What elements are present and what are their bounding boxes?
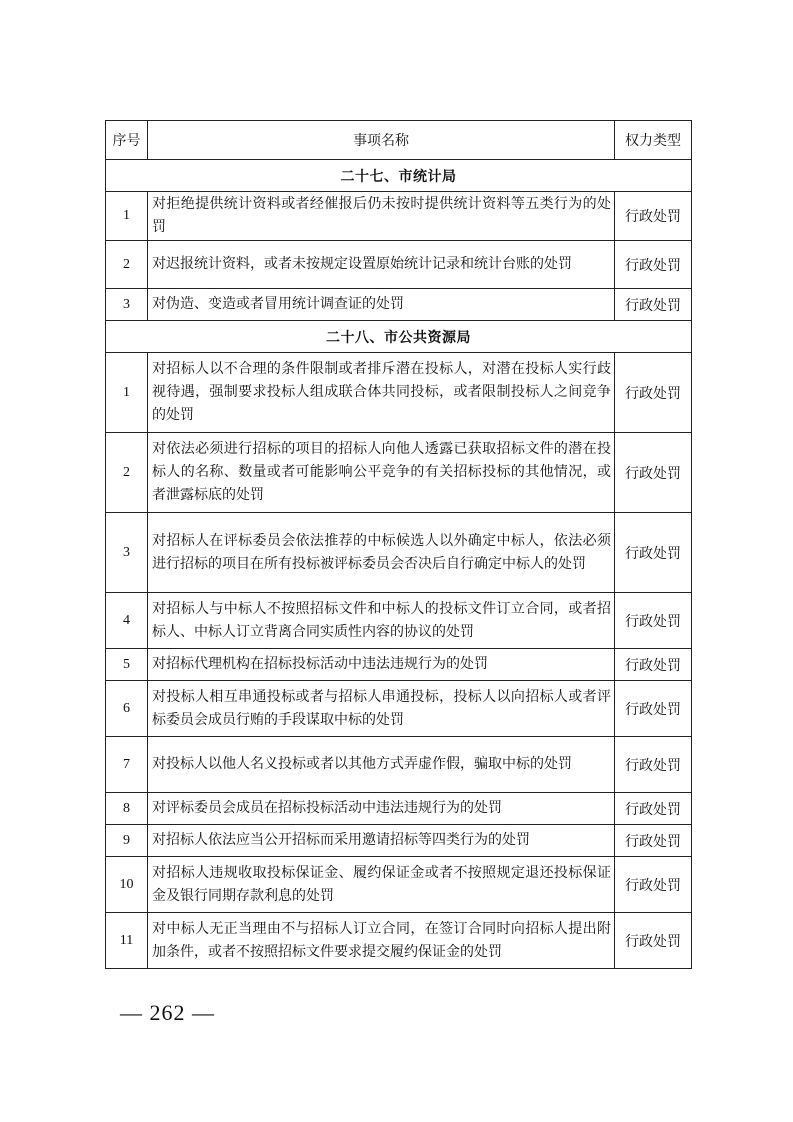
table-row <box>106 913 692 969</box>
row-item-name: 对中标人无正当理由不与招标人订立合同，在签订合同时向招标人提出附加条件，或者不按照招标文件要求提交履约保证金的处罚 <box>148 913 615 969</box>
table-row <box>106 857 692 913</box>
table-row <box>106 289 692 321</box>
row-power-type: 行政处罚 <box>615 913 692 969</box>
table-row <box>106 793 692 825</box>
page-number: — 262 — <box>120 1000 215 1025</box>
row-item-name: 对投标人以他人名义投标或者以其他方式弄虚作假，骗取中标的处罚 <box>148 737 615 793</box>
row-serial-number: 2 <box>106 433 148 513</box>
row-item-name: 对拒绝提供统计资料或者经催报后仍未按时提供统计资料等五类行为的处罚 <box>148 192 615 241</box>
row-power-type: 行政处罚 <box>615 825 692 857</box>
row-power-type: 行政处罚 <box>615 289 692 321</box>
header-item-name: 事项名称 <box>148 121 615 160</box>
row-serial-number: 5 <box>106 649 148 681</box>
row-serial-number: 7 <box>106 737 148 793</box>
row-item-name: 对招标人以不合理的条件限制或者排斥潜在投标人，对潜在投标人实行歧视待遇，强制要求投标人组成联合体共同投标，或者限制投标人之间竞争的处罚 <box>148 353 615 433</box>
row-power-type: 行政处罚 <box>615 593 692 649</box>
row-item-name: 对招标代理机构在招标投标活动中违法违规行为的处罚 <box>148 649 615 681</box>
row-serial-number: 8 <box>106 793 148 825</box>
table-row <box>106 241 692 289</box>
row-serial-number: 1 <box>106 353 148 433</box>
row-power-type: 行政处罚 <box>615 649 692 681</box>
section-title: 二十八、市公共资源局 <box>106 321 692 353</box>
section-header-row <box>106 160 692 192</box>
table-body <box>106 160 692 969</box>
power-list-table <box>105 120 692 969</box>
row-power-type: 行政处罚 <box>615 513 692 593</box>
table-row <box>106 433 692 513</box>
row-power-type: 行政处罚 <box>615 857 692 913</box>
table-row <box>106 825 692 857</box>
row-power-type: 行政处罚 <box>615 793 692 825</box>
section-header-row <box>106 321 692 353</box>
row-item-name: 对投标人相互串通投标或者与招标人串通投标，投标人以向招标人或者评标委员会成员行贿的手段谋取中标的处罚 <box>148 681 615 737</box>
table-row <box>106 513 692 593</box>
row-item-name: 对评标委员会成员在招标投标活动中违法违规行为的处罚 <box>148 793 615 825</box>
row-power-type: 行政处罚 <box>615 192 692 241</box>
row-serial-number: 4 <box>106 593 148 649</box>
row-power-type: 行政处罚 <box>615 241 692 289</box>
row-serial-number: 1 <box>106 192 148 241</box>
row-power-type: 行政处罚 <box>615 353 692 433</box>
row-item-name: 对迟报统计资料，或者未按规定设置原始统计记录和统计台账的处罚 <box>148 241 615 289</box>
row-item-name: 对伪造、变造或者冒用统计调查证的处罚 <box>148 289 615 321</box>
row-item-name: 对招标人依法应当公开招标而采用邀请招标等四类行为的处罚 <box>148 825 615 857</box>
row-serial-number: 3 <box>106 289 148 321</box>
table-header-row <box>106 121 692 160</box>
row-serial-number: 9 <box>106 825 148 857</box>
table-row <box>106 681 692 737</box>
row-power-type: 行政处罚 <box>615 737 692 793</box>
section-title: 二十七、市统计局 <box>106 160 692 192</box>
table-row <box>106 593 692 649</box>
row-item-name: 对招标人与中标人不按照招标文件和中标人的投标文件订立合同，或者招标人、中标人订立背离合同实质性内容的协议的处罚 <box>148 593 615 649</box>
table-row <box>106 192 692 241</box>
header-serial-number: 序号 <box>106 121 148 160</box>
row-serial-number: 2 <box>106 241 148 289</box>
table-row <box>106 649 692 681</box>
row-power-type: 行政处罚 <box>615 681 692 737</box>
header-power-type: 权力类型 <box>615 121 692 160</box>
row-item-name: 对依法必须进行招标的项目的招标人向他人透露已获取招标文件的潜在投标人的名称、数量或者可能影响公平竞争的有关招标投标的其他情况，或者泄露标底的处罚 <box>148 433 615 513</box>
table-row <box>106 353 692 433</box>
row-serial-number: 3 <box>106 513 148 593</box>
row-serial-number: 10 <box>106 857 148 913</box>
table-row <box>106 737 692 793</box>
row-item-name: 对招标人违规收取投标保证金、履约保证金或者不按照规定退还投标保证金及银行同期存款利息的处罚 <box>148 857 615 913</box>
row-item-name: 对招标人在评标委员会依法推荐的中标候选人以外确定中标人，依法必须进行招标的项目在所有投标被评标委员会否决后自行确定中标人的处罚 <box>148 513 615 593</box>
row-serial-number: 11 <box>106 913 148 969</box>
row-serial-number: 6 <box>106 681 148 737</box>
row-power-type: 行政处罚 <box>615 433 692 513</box>
